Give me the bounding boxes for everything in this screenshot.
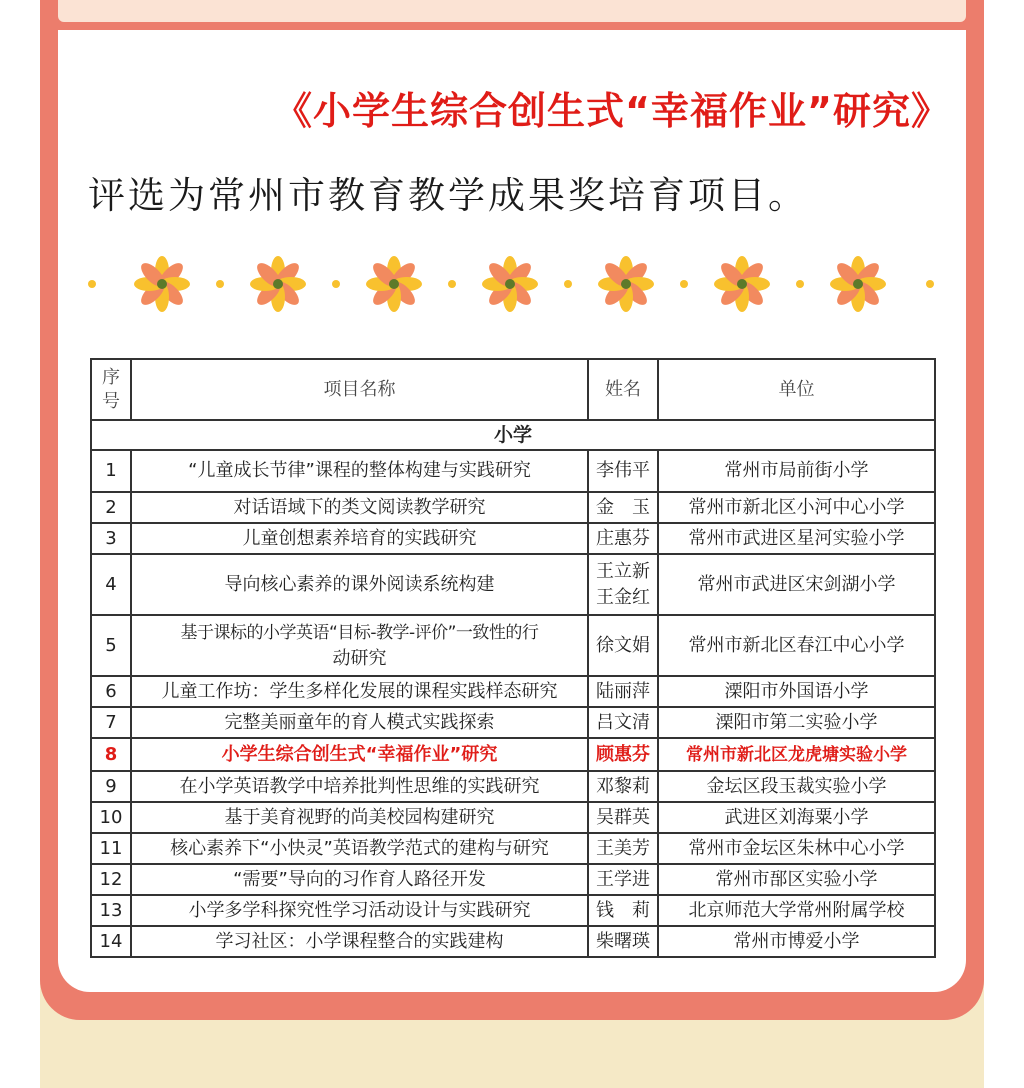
- row-person: 王学进: [588, 864, 658, 895]
- row-unit: 溧阳市第二实验小学: [658, 707, 935, 738]
- row-seq: 1: [91, 450, 131, 492]
- row-unit: 武进区刘海粟小学: [658, 802, 935, 833]
- table-row: [91, 523, 935, 554]
- row-name: 核心素养下“小快灵”英语教学范式的建构与研究: [131, 833, 588, 864]
- row-person: 王美芳: [588, 833, 658, 864]
- row-name: “儿童成长节律”课程的整体构建与实践研究: [131, 450, 588, 492]
- flower-icon: [366, 256, 422, 312]
- table-row: [91, 615, 935, 676]
- section-row: [91, 420, 935, 450]
- row-unit: 常州市武进区宋剑湖小学: [658, 554, 935, 615]
- dot-icon: [216, 280, 224, 288]
- flower-icon: [482, 256, 538, 312]
- table-row: [91, 450, 935, 492]
- row-person: 陆丽萍: [588, 676, 658, 707]
- page-title: 《小学生综合创生式“幸福作业”研究》: [274, 89, 950, 133]
- row-person: 金 玉: [588, 492, 658, 523]
- row-seq: 2: [91, 492, 131, 523]
- table-row: [91, 492, 935, 523]
- row-name: 学习社区：小学课程整合的实践建构: [131, 926, 588, 957]
- flower-icon: [598, 256, 654, 312]
- row-name: “需要”导向的习作育人路径开发: [131, 864, 588, 895]
- section-label: 小学: [91, 420, 935, 450]
- dot-icon: [448, 280, 456, 288]
- row-name: 导向核心素养的课外阅读系统构建: [131, 554, 588, 615]
- row-seq: 7: [91, 707, 131, 738]
- row-name: 小学多学科探究性学习活动设计与实践研究: [131, 895, 588, 926]
- flower-icon: [830, 256, 886, 312]
- dot-icon: [332, 280, 340, 288]
- row-person: 徐文娟: [588, 615, 658, 676]
- row-seq: 5: [91, 615, 131, 676]
- table-row: [91, 802, 935, 833]
- row-seq: 13: [91, 895, 131, 926]
- row-person: 吴群英: [588, 802, 658, 833]
- row-person: 顾惠芬: [588, 738, 658, 771]
- table-row-highlighted: [91, 738, 935, 771]
- row-seq: 4: [91, 554, 131, 615]
- row-seq: 8: [91, 738, 131, 771]
- row-unit: 溧阳市外国语小学: [658, 676, 935, 707]
- row-unit: 金坛区段玉裁实验小学: [658, 771, 935, 802]
- row-unit: 常州市武进区星河实验小学: [658, 523, 935, 554]
- row-unit: 常州市局前街小学: [658, 450, 935, 492]
- row-name-line: 动研究: [332, 647, 387, 669]
- row-person: [588, 554, 658, 615]
- top-strip: [58, 0, 966, 22]
- row-seq: 10: [91, 802, 131, 833]
- table-row: [91, 864, 935, 895]
- row-unit: 常州市博爱小学: [658, 926, 935, 957]
- row-person: 柴曙瑛: [588, 926, 658, 957]
- row-unit: 常州市新北区龙虎塘实验小学: [658, 738, 935, 771]
- row-seq: 14: [91, 926, 131, 957]
- row-seq: 6: [91, 676, 131, 707]
- table-row: [91, 554, 935, 615]
- table-row: [91, 833, 935, 864]
- row-person: 李伟平: [588, 450, 658, 492]
- row-unit: 常州市金坛区朱林中心小学: [658, 833, 935, 864]
- table-row: [91, 926, 935, 957]
- header-unit: 单位: [658, 359, 935, 420]
- row-seq: 12: [91, 864, 131, 895]
- row-name-line: 基于课标的小学英语“目标-教学-评价”一致性的行: [180, 622, 539, 643]
- dot-icon: [564, 280, 572, 288]
- row-person: 邓黎莉: [588, 771, 658, 802]
- row-name: 对话语域下的类文阅读教学研究: [131, 492, 588, 523]
- row-person-line: 王金红: [596, 586, 650, 608]
- table-row: [91, 676, 935, 707]
- row-person: 钱 莉: [588, 895, 658, 926]
- row-unit: 常州市郚区实验小学: [658, 864, 935, 895]
- dot-icon: [926, 280, 934, 288]
- page-subtitle: 评选为常州市教育教学成果奖培育项目。: [88, 174, 808, 217]
- table-header-row: [91, 359, 935, 420]
- row-unit: 北京师范大学常州附属学校: [658, 895, 935, 926]
- row-unit: 常州市新北区春江中心小学: [658, 615, 935, 676]
- row-name: 在小学英语教学中培养批判性思维的实践研究: [131, 771, 588, 802]
- row-name: [131, 615, 588, 676]
- table-row: [91, 707, 935, 738]
- header-name: 项目名称: [131, 359, 588, 420]
- row-person: 庄惠芬: [588, 523, 658, 554]
- dot-icon: [796, 280, 804, 288]
- flower-icon: [250, 256, 306, 312]
- row-person: 吕文清: [588, 707, 658, 738]
- flower-icon: [134, 256, 190, 312]
- flower-divider: [80, 250, 944, 320]
- row-person-line: 王立新: [596, 560, 650, 582]
- row-name: 儿童创想素养培育的实践研究: [131, 523, 588, 554]
- row-seq: 3: [91, 523, 131, 554]
- row-unit: 常州市新北区小河中心小学: [658, 492, 935, 523]
- row-name: 小学生综合创生式“幸福作业”研究: [131, 738, 588, 771]
- award-table: [90, 358, 936, 958]
- row-name: 儿童工作坊：学生多样化发展的课程实践样态研究: [131, 676, 588, 707]
- award-table-wrapper: [90, 358, 934, 958]
- row-seq: 9: [91, 771, 131, 802]
- header-seq: 序号: [91, 359, 131, 420]
- flower-icon: [714, 256, 770, 312]
- dot-icon: [88, 280, 96, 288]
- table-row: [91, 895, 935, 926]
- dot-icon: [680, 280, 688, 288]
- row-name: 完整美丽童年的育人模式实践探索: [131, 707, 588, 738]
- row-name: 基于美育视野的尚美校园构建研究: [131, 802, 588, 833]
- header-person: 姓名: [588, 359, 658, 420]
- table-row: [91, 771, 935, 802]
- row-seq: 11: [91, 833, 131, 864]
